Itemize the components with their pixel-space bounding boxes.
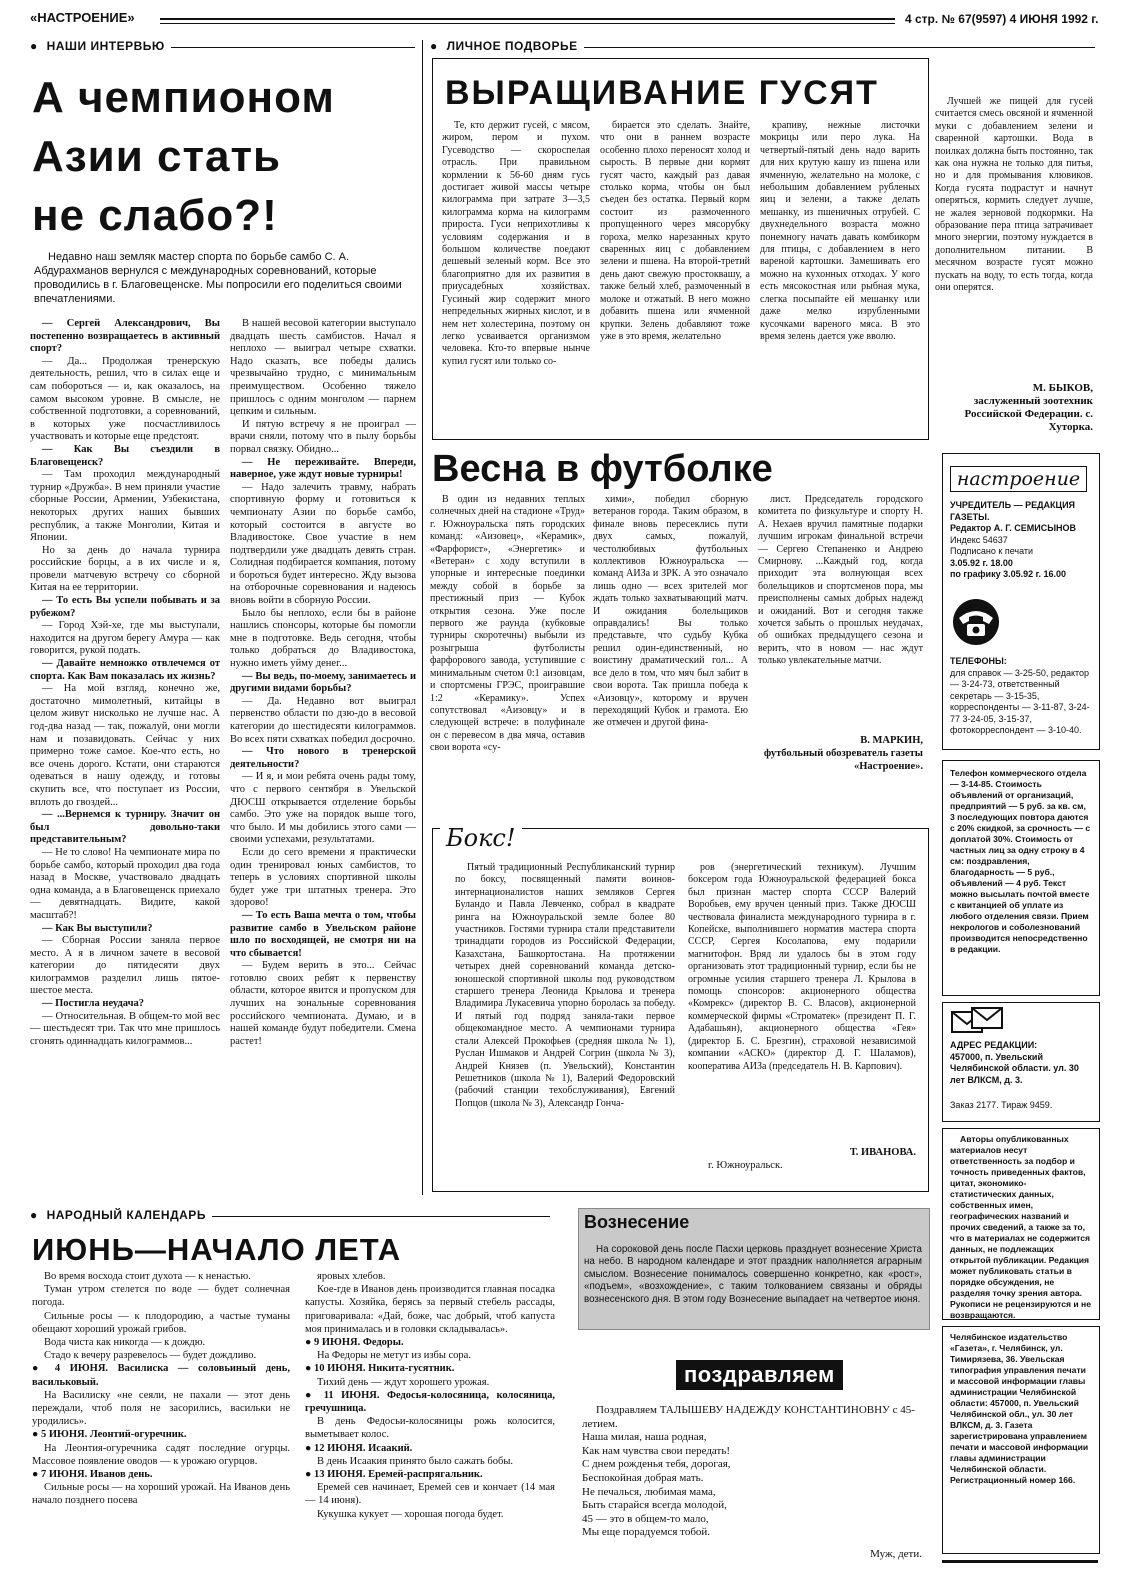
imprint-date-1: 3.05.92 г. 18.00	[950, 557, 1013, 568]
paragraph: ● 12 ИЮНЯ. Исаакий.	[305, 1442, 413, 1454]
envelope-icon	[950, 1006, 1006, 1036]
paragraph: — То есть Ваша мечта о том, чтобы развитие самбо в Увельском районе шло по восходящей, не смотря ни на что сбывается!	[230, 909, 416, 959]
football-column-1: В один из недавних теплых солнечных дней на стадионе «Труд» г. Южноуральска пять городских команд: «Аизовец», «Керамик», «Фарфорист», «Энергетик» и «Ветеран» с ходу вступили в упорные и интересные поединки между собой в борьбе за престижный приз — Кубок открытия сезона. Уже после первого же раунда (кубковые турниры скоротечны) выбыли из розыгрыша футболисты фарфорового завода, уступившие с минимальным счетом 0:1 аизовцам, и спортсмены ГРЭС, проигравшие 1:2 «Керамику». Успех сопутствовал «Аизовцу» и в следующей встрече: в полуфинале он с перевесом в два мяча, оставив свои ворота «су-	[430, 494, 585, 754]
address-title: АДРЕС РЕДАКЦИИ:	[950, 1040, 1038, 1050]
paragraph: — Относительная. В общем-то мой вес — шестьдесят три. Так что мне пришлось сгонять одиннадцать килограммов...	[30, 1010, 220, 1047]
paragraph: В день Федосьи-колосяницы рожь колосится, выметывает колос.	[305, 1416, 555, 1441]
paragraph: Тихий день — ждут хорошего урожая.	[317, 1376, 490, 1388]
ascension-title: Вознесение	[584, 1212, 690, 1232]
printer-text: Челябинское издательство «Газета», г. Челябинск, ул. Тимирязева, 36. Увельская типография управления печати и массовой информации главы администрации Челябинской области: 457000, п. Увельский Челябинской обл., ул. 30 лет ВЛКСМ, д. 3. Газета зарегистрирована управлением печати и массовой информации главы администрации Челябинской области. Регистрационный номер 166.	[950, 1332, 1089, 1485]
interview-column-2	[230, 318, 416, 1188]
congrats-intro: Поздравляем ТАЛЫШЕВУ НАДЕЖДУ КОНСТАНТИНОВНУ с 45-летием.	[582, 1404, 915, 1430]
geese-column-1: Те, кто держит гусей, с мясом, жиром, пером и пухом. Гусеводство — скороспелая отрасль. При правильном кормлении к 56-60 дням гусь достигает живой массы четыре килограмма при затрате 3—3,5 килограмма корма на килограмм прироста. Гуси неприхотливы к условиям содержания и в большом количестве поедают дешевый зеленый корм. Все это благоприятно для их развития в приусадебных хозяйствах. Гусиный жир содержит много непредельных жирных кислот, и в нем нет холестерина, поэтому он легко усваивается организмом человека. Кто-то впервые нынче купил гусят или только со-	[442, 120, 590, 367]
paragraph: В нашей весовой категории выступало двадцать шесть самбистов. Начал я неплохо — выиграл четыре схватки. Надо сказать, все победы дались чрезвычайно трудно, с минимальным преимуществом. Особенно тяжело пришлось с одним монголом — парнем цепким и сильным.	[230, 318, 416, 418]
interview-title-line: не слабо?!	[32, 191, 278, 240]
calendar-column-2	[305, 1270, 555, 1560]
address-text: 457000, п. Увельский Челябинской области. ул. 30 лет ВЛКСМ, д. 3.	[950, 1051, 1079, 1085]
geese-column-4: Лучшей же пищей для гусей считается смесь овсяной и ячменной муки с добавлением зелени и сваренной картошки. Вода в поилках должна быть постоянно, так как она нужна не только для питья, но и для промывания клювиков. Когда гусята подрастут и начнут оперяться, кормить следует лучше, не жалея зерновой подкормки. На образование пера птица затрачивает много энергии, поэтому нуждается в дополнительном питании. В месячном возрасте гусят можно пускать на воду, то есть тогда, когда они оперятся.	[935, 96, 1093, 294]
paragraph: — Сборная России заняла первое место. А я в личном зачете в весовой категории до пятидесяти двух килограммов разделил лишь пятое-шестое места.	[30, 935, 220, 997]
paragraph: ● 5 ИЮНЯ. Леонтий-огуречник.	[32, 1429, 187, 1441]
paragraph: В день Исаакия принято было сажать бобы.	[317, 1455, 514, 1467]
geese-column-3: крапиву, нежные листочки мокрицы или перо лука. На четвертый-пятый день надо варить для них крутую кашу из пшена или ячменную, желательно на молоке, с небольшим добавлением рубленых яиц и зелени, а также делать мешанку, из пшеничных отрубей. С двухнедельного возраста можно понемногу начать давать комбикорм для птицы, с добавлением в него вареной картошки. Замешивать его можно на кухонных отходах. У кого есть мясокостная или рыбная мука, слегка посыпайте ей мешанку или даже мелко изрубленными кусочками вареного мяса. В это время зелень дается уже вволю.	[760, 120, 920, 342]
verse-line: Не печалься, любимая мама,	[582, 1485, 716, 1498]
masthead-rule	[160, 18, 895, 20]
football-column-2: хими», победил сборную ветеранов города. Таким образом, в финале вновь пересеклись пути двух самых, пожалуй, честолюбивых футбольных коллективов Южноуральска — команд АИЗа и ЗРК. А это означало лишь одно — всех зрителей мог ждать только захватывающий матч. И ожидания болельщиков оправдались! Вы только представьте, что судьбу Кубка решил один-единственный, но воистину драматический гол... А все дело в том, что мяч был забит в свои ворота. Так пришла победа к «Аизовцу», которому и вручен переходящий Кубок и грамота. Ею же отмечен и другой фина-	[593, 494, 748, 729]
imprint-date-2: по графику 3.05.92 г. 16.00	[950, 569, 1067, 579]
paragraph: Было бы неплохо, если бы в районе нашлись спонсоры, которые бы помогли мне в подготовке. Ведь сегодня, чтобы только добраться до Владивостока, нужно иметь уйму денег...	[230, 607, 416, 670]
verse-line: Мы еще порадуемся тобой.	[582, 1526, 711, 1539]
verse-line: Беспокойная добрая мать.	[582, 1471, 704, 1484]
paragraph: Сильные росы — к плодородию, а частые туманы обещают хороший урожай грибов.	[32, 1310, 290, 1335]
paragraph: На Федоры не метут из избы сора.	[317, 1350, 471, 1362]
boxing-author: Т. ИВАНОВА.	[849, 1147, 916, 1158]
congrats-verse	[582, 1431, 922, 1540]
paragraph: — На мой взгляд, конечно же, достаточно мимолетный, китайцы в целом живут нисколько не лучше нас. А год-два назад — так, пожалуй, они могли нам и позавидовать. Сейчас у них примерно тоже самое. Кое-что есть, но все очень дорого. Кстати, они стараются одеваться в нашу одежду, и готовы скупить все, что поступает из России, вплоть до гвоздей...	[30, 683, 220, 808]
congrats-text	[582, 1404, 922, 1562]
paragraph: На Леонтия-огуречника садят последние огурцы. Массовое появление оводов — к урожаю огурцов.	[32, 1442, 290, 1467]
paragraph: Вода чиста как никогда — к дождю.	[44, 1337, 206, 1349]
paragraph: — И я, и мои ребята очень рады тому, что с первого сентября в Увельской ДЮСШ открывается отделение борьбы самбо. Это уже на порядок выше того, что было. И мы добились этого сами — своими успехами, результатами.	[230, 771, 416, 846]
calendar-title: ИЮНЬ—НАЧАЛО ЛЕТА	[32, 1232, 402, 1267]
phones-title: ТЕЛЕФОНЫ:	[950, 656, 1007, 666]
ads-terms: Телефон коммерческого отдела — 3-14-85. Стоимость объявлений от организаций, предприятий — 5 руб. за кв. см, 3 последующих повтора даются с 20% скидкой, за срочность — с доплатой 30%. Стоимость от частных лиц за одну строку в 4 см: поздравления, благодарность — 5 руб., объявлений — 4 руб. Текст можно высылать почтой вместе с квитанцией об уплате из любого отделения связи. Прием некрологов и соболезнований производится непосредственно в редакции.	[950, 768, 1091, 954]
verse-line: Как нам чувства свои передать!	[582, 1444, 731, 1457]
disclaimer-text: Авторы опубликованных материалов несут ответственность за подбор и точность приведенных фактов, цитат, экономико-статистических данных, собственных имен, географических названий и прочих сведений, а также за то, что в материалах не содержится данных, не подлежащих открытой публикации. Редакция может публиковать статьи в порядке обсуждения, не разделяя точку зрения автора. Рукописи не рецензируются и не возвращаются.	[950, 1134, 1092, 1320]
verse-line: 45 — это в общем-то мало,	[582, 1512, 709, 1525]
paragraph: ● 11 ИЮНЯ. Федосья-колосяница, колосяница, гречушница.	[305, 1389, 555, 1415]
football-title: Весна в футболке	[432, 448, 773, 490]
paragraph: Стадо к вечеру разревелось — будет дождливо.	[44, 1350, 257, 1362]
paragraph: — Что нового в тренерской деятельности?	[230, 746, 416, 770]
paragraph: — ...Вернемся к турниру. Значит он был довольно-таки представительным?	[30, 809, 220, 846]
paragraph: И пятую встречу я не проиграл — врачи сняли, потому что в пылу борьбы порвал связку. Обидно...	[230, 418, 416, 455]
interview-lead: Недавно наш земляк мастер спорта по борьбе самбо С. А. Абдурахманов вернулся с международных соревнований, которые проводились в г. Благовещенске. Мы попросили его поделиться своими впечатлениями.	[34, 251, 402, 305]
paragraph: яровых хлебов.	[317, 1271, 386, 1282]
paragraph: — Как Вы выступили?	[42, 922, 153, 934]
interview-column-1	[30, 318, 220, 1188]
paragraph: — Там проходил международный турнир «Дружба». В нем приняли участие сборные России, Армении, Узбекистана, некоторых других наших бывших республик, а также Монголии, Китая и Японии.	[30, 469, 220, 544]
masthead-rule-thin	[160, 23, 895, 24]
geese-column-2: бирается это сделать. Знайте, что они в раннем возрасте особенно плохо переносят холод и сырость. В первые дни кормят гусят часто, каждый раз давая столько корма, чтобы он был съеден без остатка. Первый корм состоит из размоченного пропущенного через мясорубку гороха, мелко нарезанных круто сваренных яиц с добавлением зелени и пшена. На второй-третий день дают свежую простоквашу, а также белый хлеб, размоченный в молоке и отжатый. В него можно добавить пшена или ячменной крупки. Зелень добавляют тоже уже в это время, желательно	[600, 120, 750, 342]
geese-author: М. БЫКОВ,	[1032, 382, 1093, 394]
boxing-column-1: Пятый традиционный Республиканский турнир по боксу, посвященный памяти воинов-интернационалистов наших земляков Сергея Буландо и Павла Левченко, собрал в квадрате ринга на Южноуральской земле более 80 участников. Гостями турнира стали представители тринадцати городов из Российской Федерации, Казахстана, Башкортостана. На протяжении четырех дней соревнований команда детско-юношеской спортивной школы под руководством старшего тренера Леонида Крылова и тренера Владимира Лукасевича упорно боролась за победу. И пятый год подряд заняла-таки первое общекомандное место. А чемпионами турнира стали Алексей Прокофьев (средняя школа № 1), Руслан Ишмаков и Андрей Согрин (школа № 3), Андрей Князев (п. Увельский), Константин Решетников (школа № 1), Валерий Федоровский (рабочий станции техобслуживания), Евгений Попцов (школа № 3), Александр Гонча-	[455, 862, 675, 1109]
geese-signature	[935, 382, 1093, 434]
congrats-signature: Муж, дети.	[870, 1547, 922, 1560]
paragraph: — Надо залечить травму, набрать спортивную форму и готовиться к чемпионату Азии по борьбе самбо, который состоится в августе во Владивостоке. Свое участие в нем подтвердили уже двадцать девять стран. Солидная подбирается компания, потому и бороться будет интересно. Жду вызова на отборочные соревнования и надеюсь вновь войти в сборную России.	[230, 481, 416, 607]
phones-list: для справок — 3-25-50, редактор — 3-24-73, ответственный секретарь — 3-15-35, корреспонденты — 3-11-87, 3-24-77 3-24-05, 3-15-37, фотокорреспондент — 3-10-40.	[950, 667, 1090, 735]
football-signature	[758, 734, 923, 773]
interview-title	[32, 68, 412, 245]
order-circulation: Заказ 2177. Тираж 9459.	[950, 1100, 1053, 1110]
verse-line: С днем рожденья тебя, дорогая,	[582, 1458, 731, 1471]
boxing-place: г. Южноуральск.	[708, 1160, 783, 1171]
paragraph: ● 10 ИЮНЯ. Никита-гусятник.	[305, 1363, 455, 1375]
boxing-title: Бокс!	[440, 824, 522, 852]
paragraph: Но за день до начала турнира российские борцы, а в их числе и я, провели матчевую встречу со сборной Китая на ее территории.	[30, 544, 220, 594]
paragraph: На Василиску «не сеяли, не пахали — этот день переждали, чтоб поля не засорились, васильки не уродились».	[32, 1389, 290, 1428]
paragraph: — Будем верить в это... Сейчас готовлю своих ребят к первенству области, которое явится и пропуском для лучших на зональные соревнования российского чемпионата. Думаю, и в нашей команде будут победители. Смена растет!	[230, 960, 416, 1047]
paragraph: — Давайте немножко отвлечемся от спорта. Как Вам показалась их жизнь?	[30, 658, 220, 682]
geese-rubric: ● ЛИЧНОЕ ПОДВОРЬЕ	[430, 39, 584, 53]
verse-line: Быть старайся всегда молодой,	[582, 1499, 727, 1512]
interview-rubric: ● НАШИ ИНТЕРВЬЮ	[30, 39, 171, 53]
masthead-issue: 4 стр. № 67(9597) 4 ИЮНЯ 1992 г.	[905, 12, 1099, 26]
paragraph: Если до сего времени я практически один тренировал юных самбистов, то теперь в условиях спортивной школы будет уже три штатных тренера. Это здорово!	[230, 846, 416, 909]
paragraph: — Город Хэй-хе, где мы выступали, находится на другом берегу Амура — как говорится, рукой подать.	[30, 620, 220, 657]
page-bottom-rule	[942, 1560, 1098, 1563]
football-column-3: лист. Председатель городского комитета по физкультуре и спорту Н. А. Нехаев вручил памятные подарки лучшим игрокам финальной встречи — Сергею Степаненко и Андрею Смирнову. ...Каждый год, когда приходит эта волнующая всех болельщиков и спортсменов пора, мы преисполнены самых добрых надежд и ожиданий. Вот и сегодня также хочется забыть о прошлых неудачах, об ошибках предыдущего сезона и верить, что в новом — нас ждут только увлекательные матчи.	[758, 494, 923, 667]
telephone-icon	[950, 598, 1002, 646]
paragraph: Еремей сев начинает, Еремей сев и кончает (14 мая — 14 июня).	[305, 1482, 555, 1507]
football-author: В. МАРКИН,	[860, 735, 923, 746]
paragraph: — Как Вы съездили в Благовещенск?	[30, 443, 220, 468]
boxing-column-2: ров (энергетический техникум). Лучшим боксером года Южноуральской федерацией бокса был признан мастер спорта СССР Валерий Воробьев, ему вручен ценный приз. Также ДЮСШ чествовала финалиста международного турнира в г. Копейске, выполнившего норматив мастера спорта СССР, Сергея Косолапова, ему подарили магнитофон. Вряд ли удалось бы в этом году организовать этот традиционный турнир, если бы не огромные усилия старшего тренера Л. Крылова в помощь спонсоров: акционерного общества «Комрекс» (директор В. С. Власов), акционерной коммерческой фирмы «Строматек» (президент П. Г. Адабашьян), акционерного общества «Гея» (директор Б. С. Брезгин), страховой независимой компании «АСКО» (директор Д. Г. Шаламов), кооператива АИЗа (председатель Н. В. Карпович).	[688, 862, 916, 1072]
ascension-text: На сороковой день после Пасхи церковь празднует вознесение Христа на небо. В народном календаре и этот праздник наполняется аграрным смыслом. Вознесение понималось совершенно конкретно, как «рост», «подъем», «возхождение», с таким толкованием связаны и обряды вознесенского дня. В этом году Вознесение выпадает на четвертое июня.	[584, 1244, 922, 1305]
column-divider	[422, 40, 423, 1195]
imprint-phones	[950, 656, 1092, 737]
address-details	[950, 1040, 1092, 1112]
verse-line: Наша милая, наша родная,	[582, 1431, 707, 1444]
paragraph: — Не переживайте. Впереди, наверное, уже ждут новые турниры!	[230, 456, 416, 481]
paragraph: ● 9 ИЮНЯ. Федоры.	[305, 1337, 404, 1349]
imprint-signed: Подписано к печати	[950, 546, 1034, 556]
interview-title-line: Азии стать	[32, 132, 282, 181]
paragraph: — Сергей Александрович, Вы постепенно возвращаетесь в активный спорт?	[30, 318, 220, 355]
paragraph: ● 4 ИЮНЯ. Василиска — соловьиный день, васильковый.	[32, 1363, 290, 1388]
imprint-index: Индекс 54637	[950, 534, 1008, 545]
paragraph: Кукушка кукует — хорошая погода будет.	[317, 1508, 504, 1520]
calendar-rubric: ● НАРОДНЫЙ КАЛЕНДАРЬ	[30, 1208, 212, 1222]
paragraph: Туман утром стелется по воде — будет солнечная погода.	[32, 1284, 290, 1309]
geese-title: ВЫРАЩИВАНИЕ ГУСЯТ	[445, 74, 879, 112]
paragraph: ● 13 ИЮНЯ. Еремей-распрягальник.	[305, 1469, 483, 1481]
paragraph: — Да... Продолжая тренерскую деятельность, решил, что в силах еще и сам побороться — и, как оказалось, на самом высоком уровне. В смысле, не собственной подготовки, а соревнований, в которых уже посчастливилось участвовать и которые еще предстоят.	[30, 355, 220, 443]
paragraph: — Да. Недавно вот выиграл первенство области по дзю-до в весовой категории до шестидесяти килограммов. Во всех пяти схватках победил досрочно.	[230, 695, 416, 745]
imprint-editor: Редактор А. Г. СЕМИСЫНОВ	[950, 523, 1077, 533]
imprint-details	[950, 500, 1092, 581]
paragraph: Во время восхода стоит духота — к ненастью.	[44, 1271, 251, 1282]
football-author-role: футбольный обозреватель газеты «Настроение».	[763, 748, 923, 772]
interview-title-line: А чемпионом	[32, 73, 335, 122]
paragraph: ● 7 ИЮНЯ. Иванов день.	[32, 1469, 153, 1481]
imprint-founder: УЧРЕДИТЕЛЬ — РЕДАКЦИЯ ГАЗЕТЫ.	[950, 500, 1076, 522]
imprint-logo: настроение	[950, 466, 1087, 492]
calendar-column-1	[32, 1270, 290, 1560]
boxing-signature	[688, 1146, 916, 1172]
paragraph: — Не то слово! На чемпионате мира по борьбе самбо, который проходил два года назад в Москве, участвовало двадцать одна команда, а в Благовещенск приехало — девятнадцать. Видите, какой масштаб?!	[30, 846, 220, 921]
paragraph: Кое-где в Иванов день производится главная посадка капусты. Хозяйка, берясь за первый стебель рассады, приговаривала: «Дай, боже, час добрый, чтоб капуста моя принималась и в головки складывалась».	[305, 1284, 555, 1335]
paragraph: Сильные росы — на хороший урожай. На Иванов день начало позднего посева	[32, 1482, 290, 1507]
paragraph: — Вы ведь, по-моему, занимаетесь и другими видами борьбы?	[230, 670, 416, 695]
congrats-banner: поздравляем	[676, 1360, 843, 1390]
paragraph: — То есть Вы успели побывать и за рубежом?	[30, 595, 220, 619]
paragraph: — Постигла неудача?	[42, 998, 145, 1010]
geese-author-role: заслуженный зоотехник Российской Федерации. с. Хуторка.	[964, 395, 1093, 433]
masthead-paper-name: «НАСТРОЕНИЕ»	[30, 10, 135, 25]
